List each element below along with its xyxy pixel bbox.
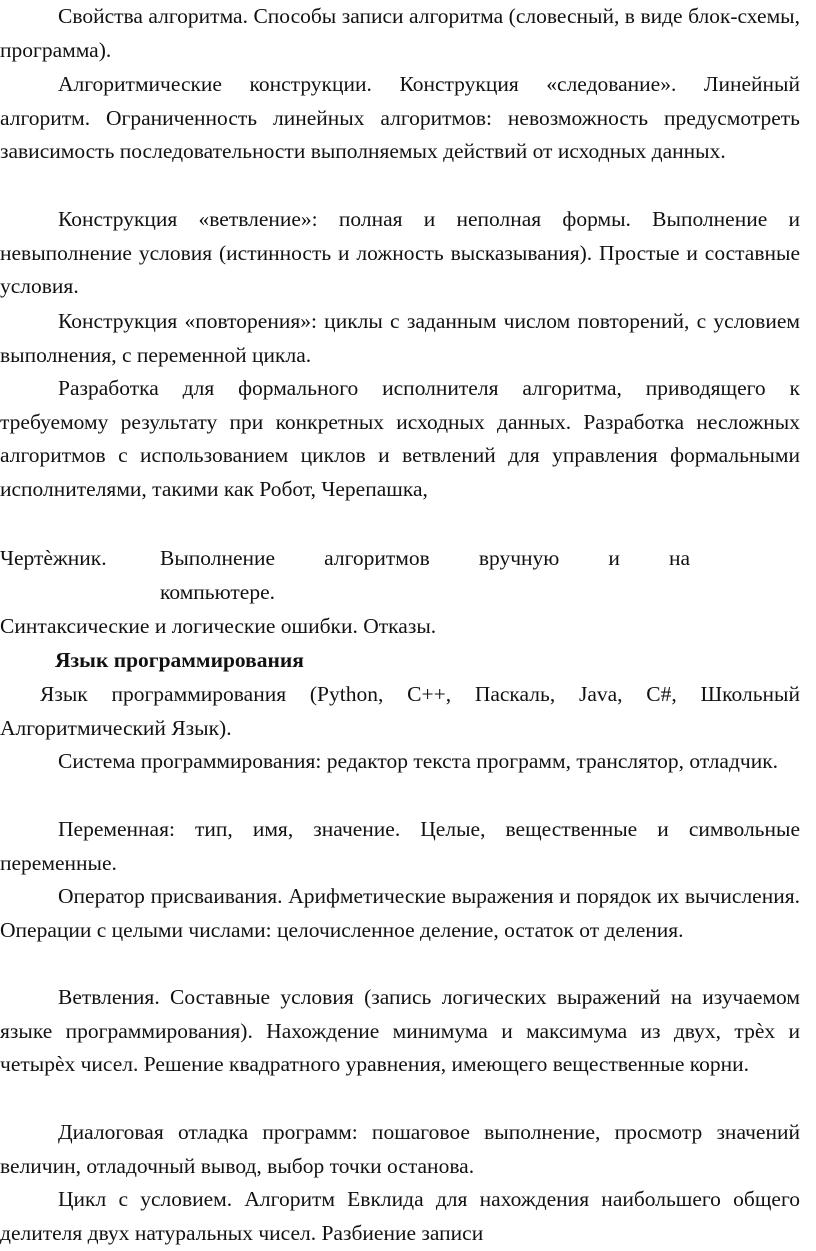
paragraph-branching-construct: Конструкция «ветвление»: полная и неполная формы. Выполнение и невыполнение условия (истинность и ложность высказывания). Простые и составные условия. <box>0 207 800 299</box>
section-heading: Язык программирования <box>55 648 304 672</box>
paragraph-algorithm-properties: Свойства алгоритма. Способы записи алгоритма (словесный, в виде блок-схемы, программа). <box>0 4 800 62</box>
paragraph-formal-executor: Разработка для формального исполнителя алгоритма, приводящего к требуемому результату при конкретных исходных данных. Разработка несложных алгоритмов с использованием циклов и ветвлений для управления формальными исполнителями, такими как Робот, Черепашка, <box>0 376 800 501</box>
chertezhnik-word: Чертѐжник. <box>0 546 107 570</box>
paragraph-assignment-operator: Оператор присваивания. Арифметические выражения и порядок их вычисления. Операции с целыми числами: целочисленное деление, остаток от деления. <box>0 884 800 942</box>
paragraph-syntax-errors: Синтаксические и логические ошибки. Отказы. <box>0 614 437 638</box>
paragraph-dialog-debugging: Диалоговая отладка программ: пошаговое выполнение, просмотр значений величин, отладочный вывод, выбор точки останова. <box>0 1120 800 1178</box>
paragraph-loop-with-condition: Цикл с условием. Алгоритм Евклида для нахождения наибольшего общего делителя двух натуральных чисел. Разбиение записи <box>0 1187 800 1245</box>
paragraph-variable: Переменная: тип, имя, значение. Целые, вещественные и символьные переменные. <box>0 817 800 875</box>
paragraph-algorithmic-constructs: Алгоритмические конструкции. Конструкция «следование». Линейный алгоритм. Ограниченность линейных алгоритмов: невозможность предусмотреть зависимость последовательности выполняемых действий от исходных данных. <box>0 72 800 164</box>
paragraph-repetition-construct: Конструкция «повторения»: циклы с заданным числом повторений, с условием выполнения, с переменной цикла. <box>0 309 800 367</box>
paragraph-branches: Ветвления. Составные условия (запись логических выражений на изучаемом языке программирования). Нахождение минимума и максимума из двух, трѐх и четырѐх чисел. Решение квадратного уравнения, имеющего вещественные корни. <box>0 985 800 1077</box>
paragraph-programming-system: Система программирования: редактор текста программ, транслятор, отладчик. <box>58 749 779 773</box>
chertezhnik-line-1: Выполнение алгоритмов вручную и на <box>160 546 690 570</box>
chertezhnik-text <box>160 542 690 609</box>
paragraph-programming-languages: Язык программирования (Python, C++, Паскаль, Java, C#, Школьный Алгоритмический Язык). <box>0 682 800 740</box>
chertezhnik-line-2: компьютере. <box>160 579 275 604</box>
